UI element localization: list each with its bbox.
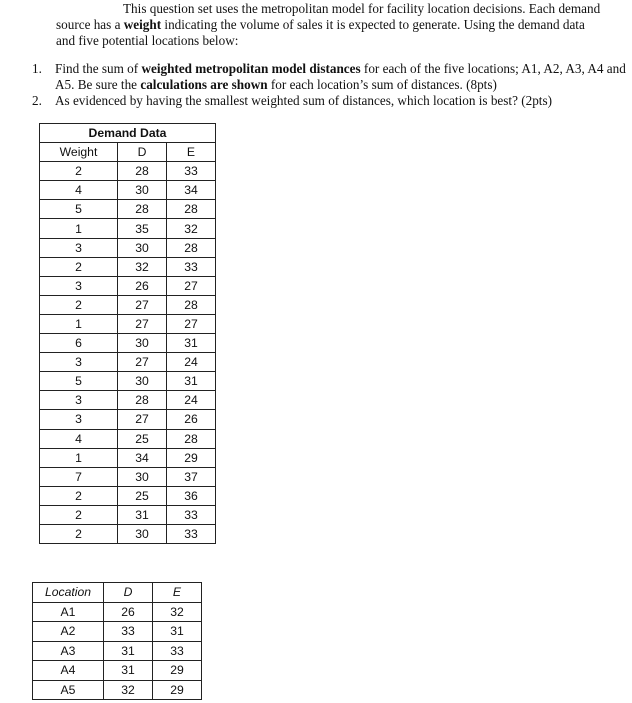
table-cell: 30	[118, 524, 167, 543]
intro-line-2-start: source has a	[56, 17, 124, 32]
table-cell: 4	[40, 181, 118, 200]
table-cell: 33	[167, 524, 216, 543]
table-cell: 33	[167, 162, 216, 181]
table-cell: 2	[40, 257, 118, 276]
intro-line-1: This question set uses the metropolitan model for facility location decisions. Each demand	[123, 1, 601, 16]
location-row	[33, 641, 202, 661]
table-cell: 31	[118, 505, 167, 524]
demand-row	[40, 467, 216, 486]
table-cell: A4	[33, 661, 104, 681]
demand-data-table	[39, 123, 216, 544]
table-cell: 3	[40, 410, 118, 429]
header-location-d: D	[104, 583, 153, 603]
table-cell: 28	[167, 238, 216, 257]
question-1-text-b: for each of the five locations; A1, A2, A3, A4 and A5. Be sure the	[55, 61, 626, 92]
table-cell: 28	[167, 429, 216, 448]
table-cell: 32	[104, 680, 153, 700]
demand-row	[40, 486, 216, 505]
table-cell: 3	[40, 276, 118, 295]
table-cell: A1	[33, 602, 104, 622]
table-cell: 28	[167, 295, 216, 314]
table-cell: 26	[167, 410, 216, 429]
question-1-bold-1: weighted metropolitan model distances	[141, 61, 361, 76]
table-cell: 28	[167, 200, 216, 219]
location-row	[33, 622, 202, 642]
demand-row	[40, 429, 216, 448]
table-cell: 33	[167, 505, 216, 524]
table-cell: 7	[40, 467, 118, 486]
demand-row	[40, 295, 216, 314]
location-row	[33, 680, 202, 700]
table-cell: 25	[118, 486, 167, 505]
table-cell: 27	[167, 276, 216, 295]
table-cell: 25	[118, 429, 167, 448]
table-cell: 26	[104, 602, 153, 622]
table-cell: 35	[118, 219, 167, 238]
table-cell: 2	[40, 505, 118, 524]
question-2	[32, 93, 626, 109]
header-location-e: E	[153, 583, 202, 603]
table-cell: 29	[153, 661, 202, 681]
intro-paragraph	[56, 1, 624, 49]
header-weight: Weight	[40, 143, 118, 162]
location-header-row	[33, 583, 202, 603]
table-cell: 28	[118, 391, 167, 410]
header-location: Location	[33, 583, 104, 603]
table-cell: 1	[40, 314, 118, 333]
table-cell: 5	[40, 372, 118, 391]
demand-row	[40, 410, 216, 429]
demand-row	[40, 257, 216, 276]
table-cell: 29	[153, 680, 202, 700]
table-cell: 1	[40, 219, 118, 238]
table-cell: 3	[40, 353, 118, 372]
table-cell: 30	[118, 467, 167, 486]
table-cell: 32	[153, 602, 202, 622]
intro-line-2-end: indicating the volume of sales it is expected to generate. Using the demand data	[161, 17, 585, 32]
table-cell: 2	[40, 162, 118, 181]
location-table-body	[33, 602, 202, 700]
demand-header-row	[40, 143, 216, 162]
table-cell: 31	[167, 334, 216, 353]
table-cell: 33	[104, 622, 153, 642]
demand-row	[40, 524, 216, 543]
table-cell: 28	[118, 162, 167, 181]
demand-row	[40, 448, 216, 467]
table-cell: A2	[33, 622, 104, 642]
demand-row	[40, 181, 216, 200]
demand-row	[40, 505, 216, 524]
demand-table-body	[40, 162, 216, 544]
table-cell: 4	[40, 429, 118, 448]
question-2-number: 2.	[32, 93, 42, 108]
table-cell: 24	[167, 353, 216, 372]
table-cell: 37	[167, 467, 216, 486]
demand-row	[40, 314, 216, 333]
demand-row	[40, 276, 216, 295]
table-cell: 34	[118, 448, 167, 467]
table-cell: 31	[167, 372, 216, 391]
table-cell: 24	[167, 391, 216, 410]
table-cell: 2	[40, 295, 118, 314]
table-cell: 3	[40, 238, 118, 257]
question-1-text-a: Find the sum of	[55, 61, 142, 76]
location-row	[33, 602, 202, 622]
table-cell: 3	[40, 391, 118, 410]
table-cell: 30	[118, 238, 167, 257]
intro-line-2	[56, 17, 624, 33]
demand-row	[40, 219, 216, 238]
question-1	[32, 61, 626, 93]
table-cell: 32	[167, 219, 216, 238]
table-cell: 33	[167, 257, 216, 276]
demand-row	[40, 200, 216, 219]
table-cell: 6	[40, 334, 118, 353]
table-cell: 30	[118, 334, 167, 353]
table-cell: 27	[167, 314, 216, 333]
demand-row	[40, 162, 216, 181]
demand-row	[40, 334, 216, 353]
demand-row	[40, 353, 216, 372]
table-cell: 27	[118, 295, 167, 314]
table-cell: 27	[118, 353, 167, 372]
table-cell: 33	[153, 641, 202, 661]
header-d: D	[118, 143, 167, 162]
table-cell: 31	[104, 641, 153, 661]
table-cell: 27	[118, 410, 167, 429]
demand-title-row	[40, 124, 216, 143]
question-list	[32, 61, 626, 109]
table-cell: 32	[118, 257, 167, 276]
table-cell: 27	[118, 314, 167, 333]
table-cell: 2	[40, 486, 118, 505]
location-row	[33, 661, 202, 681]
question-1-number: 1.	[32, 61, 42, 76]
table-cell: 28	[118, 200, 167, 219]
table-cell: 26	[118, 276, 167, 295]
table-cell: 5	[40, 200, 118, 219]
table-cell: 34	[167, 181, 216, 200]
table-cell: 30	[118, 181, 167, 200]
header-e: E	[167, 143, 216, 162]
table-cell: 2	[40, 524, 118, 543]
table-cell: 1	[40, 448, 118, 467]
intro-line-3: and five potential locations below:	[56, 33, 239, 48]
question-2-text: As evidenced by having the smallest weighted sum of distances, which location is best? (2pts)	[55, 93, 552, 108]
demand-row	[40, 238, 216, 257]
table-cell: 29	[167, 448, 216, 467]
demand-table-title: Demand Data	[40, 124, 216, 143]
demand-row	[40, 372, 216, 391]
table-cell: 31	[153, 622, 202, 642]
intro-weight-bold: weight	[123, 17, 162, 32]
table-cell: 36	[167, 486, 216, 505]
location-table	[32, 582, 202, 700]
table-cell: A5	[33, 680, 104, 700]
demand-row	[40, 391, 216, 410]
question-1-text-c: for each location’s sum of distances. (8pts)	[267, 77, 497, 92]
table-cell: A3	[33, 641, 104, 661]
table-cell: 31	[104, 661, 153, 681]
question-1-bold-2: calculations are shown	[140, 77, 268, 92]
table-cell: 30	[118, 372, 167, 391]
